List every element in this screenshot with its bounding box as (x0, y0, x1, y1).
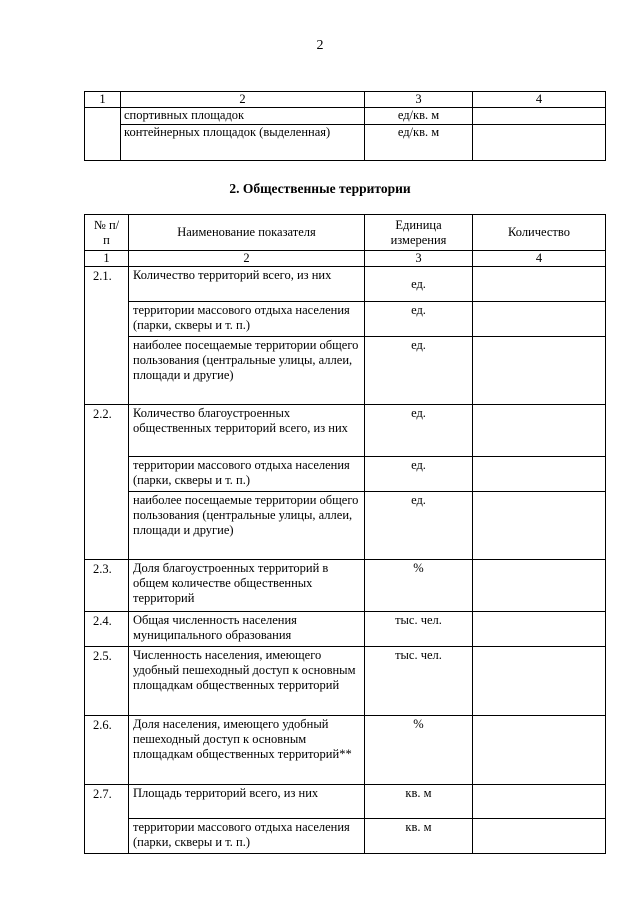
row-number: 2.1. (85, 267, 129, 405)
indicator-name: Доля населения, имеющего удобный пешеходный доступ к основным площадкам общественных территорий** (129, 716, 365, 785)
table-row (85, 612, 606, 647)
indicator-name: Общая численность населения муниципального образования (129, 612, 365, 647)
unit-cell: ед. (365, 337, 473, 405)
quantity-cell[interactable] (473, 125, 606, 161)
indicator-name: спортивных площадок (121, 108, 365, 125)
table-row (85, 457, 606, 492)
row-number: 2.4. (85, 612, 129, 647)
table-row (85, 819, 606, 854)
unit-cell: тыс. чел. (365, 647, 473, 716)
quantity-cell[interactable] (473, 108, 606, 125)
table-row (85, 716, 606, 785)
column-number: 4 (473, 251, 606, 267)
indicator-name: территории массового отдыха населения (парки, скверы и т. п.) (129, 819, 365, 854)
table-row (85, 785, 606, 819)
indicator-name: Количество благоустроенных общественных территорий всего, из них (129, 405, 365, 457)
column-number: 3 (365, 92, 473, 108)
header-qty: Количество (473, 215, 606, 251)
table-row (85, 647, 606, 716)
column-number: 1 (85, 92, 121, 108)
table-row (85, 405, 606, 457)
indicator-name: Доля благоустроенных территорий в общем количестве общественных территорий (129, 560, 365, 612)
unit-cell: % (365, 560, 473, 612)
indicator-name: Численность населения, имеющего удобный пешеходный доступ к основным площадкам общественных территорий (129, 647, 365, 716)
indicator-name: наиболее посещаемые территории общего пользования (центральные улицы, аллеи, площади и другие) (129, 492, 365, 560)
unit-cell: кв. м (365, 819, 473, 854)
quantity-cell[interactable] (473, 716, 606, 785)
quantity-cell[interactable] (473, 560, 606, 612)
column-number: 2 (121, 92, 365, 108)
quantity-cell[interactable] (473, 647, 606, 716)
table-row (85, 492, 606, 560)
page-number: 2 (316, 38, 324, 53)
header-unit: Единица измерения (365, 215, 473, 251)
table-row (85, 267, 606, 302)
indicator-name: контейнерных площадок (выделенная) (121, 125, 365, 161)
section-title: 2. Общественные территории (229, 181, 411, 196)
indicator-name: Количество территорий всего, из них (129, 267, 365, 302)
row-number: 2.6. (85, 716, 129, 785)
header-row (85, 215, 606, 251)
quantity-cell[interactable] (473, 785, 606, 819)
indicator-name: территории массового отдыха населения (парки, скверы и т. п.) (129, 302, 365, 337)
unit-cell: ед. (365, 457, 473, 492)
column-number: 2 (129, 251, 365, 267)
unit-cell: кв. м (365, 785, 473, 819)
unit-cell: ед. (365, 267, 473, 302)
quantity-cell[interactable] (473, 457, 606, 492)
indicator-name: территории массового отдыха населения (парки, скверы и т. п.) (129, 457, 365, 492)
indicator-name: наиболее посещаемые территории общего пользования (центральные улицы, аллеи, площади и другие) (129, 337, 365, 405)
row-number: 2.3. (85, 560, 129, 612)
unit-cell: ед. (365, 302, 473, 337)
public-territories-table (84, 214, 606, 854)
header-num: № п/п (85, 215, 129, 251)
quantity-cell[interactable] (473, 492, 606, 560)
column-number-row (85, 92, 606, 108)
row-number: 2.5. (85, 647, 129, 716)
table-row (85, 560, 606, 612)
quantity-cell[interactable] (473, 267, 606, 302)
column-number: 4 (473, 92, 606, 108)
indicator-name: Площадь территорий всего, из них (129, 785, 365, 819)
unit-cell: ед. (365, 405, 473, 457)
header-name: Наименование показателя (129, 215, 365, 251)
quantity-cell[interactable] (473, 405, 606, 457)
column-number-row (85, 251, 606, 267)
unit-cell: ед. (365, 492, 473, 560)
unit-cell: % (365, 716, 473, 785)
quantity-cell[interactable] (473, 337, 606, 405)
table-row (85, 125, 606, 161)
continuation-table (84, 91, 606, 161)
row-number: 2.2. (85, 405, 129, 560)
quantity-cell[interactable] (473, 612, 606, 647)
column-number: 3 (365, 251, 473, 267)
column-number: 1 (85, 251, 129, 267)
table-row (85, 337, 606, 405)
table-row (85, 108, 606, 125)
row-number: 2.7. (85, 785, 129, 854)
table-row (85, 302, 606, 337)
unit-cell: тыс. чел. (365, 612, 473, 647)
row-number-cell (85, 108, 121, 161)
unit-cell: ед/кв. м (365, 108, 473, 125)
quantity-cell[interactable] (473, 302, 606, 337)
quantity-cell[interactable] (473, 819, 606, 854)
unit-cell: ед/кв. м (365, 125, 473, 161)
